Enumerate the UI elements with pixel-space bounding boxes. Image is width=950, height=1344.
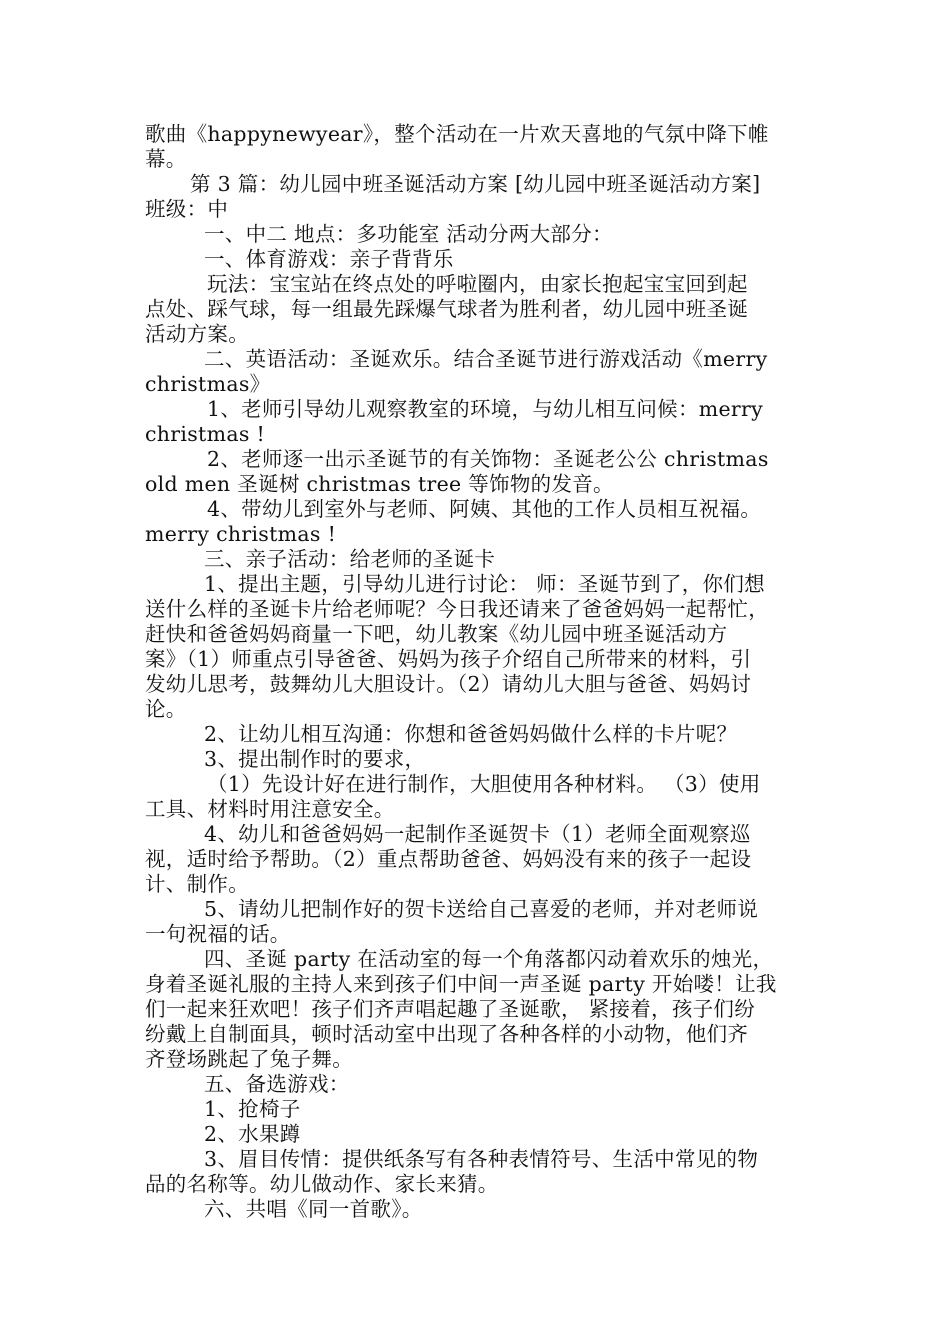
text-line: 4、带幼儿到室外与老师、阿姨、其他的工作人员相互祝福。 [207, 497, 762, 521]
text-line: 三、亲子活动：给老师的圣诞卡 [204, 547, 496, 571]
text-line: 赶快和爸爸妈妈商量一下吧，幼儿教案《幼儿园中班圣诞活动方 [145, 622, 728, 646]
text-line: 二、英语活动：圣诞欢乐。结合圣诞节进行游戏活动《merry [204, 347, 768, 371]
text-line: 1、老师引导幼儿观察教室的环境，与幼儿相互问候：merry [207, 397, 763, 421]
text-line: 3、眉目传情：提供纸条写有各种表情符号、生活中常见的物 [204, 1147, 759, 1171]
text-line: 4、幼儿和爸爸妈妈一起制作圣诞贺卡（1）老师全面观察巡 [204, 822, 751, 846]
text-line: christmas ! [145, 422, 266, 446]
text-line: 视，适时给予帮助。（2）重点帮助爸爸、妈妈没有来的孩子一起设 [145, 847, 752, 871]
text-line: 发幼儿思考，鼓舞幼儿大胆设计。（2）请幼儿大胆与爸爸、妈妈讨 [145, 672, 752, 696]
text-line: 送什么样的圣诞卡片给老师呢？今日我还请来了爸爸妈妈一起帮忙， [145, 597, 769, 621]
text-line: 5、请幼儿把制作好的贺卡送给自己喜爱的老师，并对老师说 [204, 897, 759, 921]
text-line: merry christmas ! [145, 522, 337, 546]
text-line: 活动方案。 [145, 322, 249, 346]
text-line: 齐登场跳起了兔子舞。 [145, 1047, 353, 1071]
text-line: 班级：中 [145, 197, 229, 221]
text-line: 论。 [145, 697, 187, 721]
text-line: christmas》 [145, 372, 271, 396]
text-line: 们一起来狂欢吧！孩子们齐声唱起趣了圣诞歌， 紧接着，孩子们纷 [145, 997, 756, 1021]
text-line: 3、提出制作时的要求， [204, 747, 426, 771]
text-line: 工具、材料时用注意安全。 [145, 797, 395, 821]
text-line: 一句祝福的话。 [145, 922, 291, 946]
text-line: 案》（1）师重点引导爸爸、妈妈为孩子介绍自己所带来的材料，引 [145, 647, 752, 671]
text-line: 点处、踩气球，每一组最先踩爆气球者为胜利者，幼儿园中班圣诞 [145, 297, 749, 321]
text-line: 身着圣诞礼服的主持人来到孩子们中间一声圣诞 party 开始喽！让我 [145, 972, 777, 996]
text-line: 六、共唱《同一首歌》。 [204, 1197, 423, 1221]
text-line: 一、中二 地点：多功能室 活动分两大部分： [204, 222, 613, 246]
text-line: 计、制作。 [145, 872, 249, 896]
text-line: （1）先设计好在进行制作，大胆使用各种材料。 （3）使用 [207, 772, 761, 796]
section-heading: 第 3 篇：幼儿园中班圣诞活动方案 [幼儿园中班圣诞活动方案] [190, 172, 761, 196]
text-line: 2、让幼儿相互沟通：你想和爸爸妈妈做什么样的卡片呢？ [204, 722, 738, 746]
text-line: 四、圣诞 party 在活动室的每一个角落都闪动着欢乐的烛光， [204, 947, 774, 971]
text-line: 2、水果蹲 [204, 1122, 301, 1146]
text-line: 纷戴上自制面具，顿时活动室中出现了各种各样的小动物，他们齐 [145, 1022, 749, 1046]
text-line: 五、备选游戏： [204, 1072, 350, 1096]
text-line: 1、抢椅子 [204, 1097, 301, 1121]
text-line: 一、体育游戏：亲子背背乐 [204, 247, 454, 271]
text-line: 幕。 [145, 147, 187, 171]
text-line: 1、提出主题，引导幼儿进行讨论： 师：圣诞节到了，你们想 [204, 572, 765, 596]
text-line: old men 圣诞树 christmas tree 等饰物的发音。 [145, 472, 614, 496]
text-line: 歌曲《happynewyear》，整个活动在一片欢天喜地的气氛中降下帷 [145, 122, 769, 146]
text-line: 2、老师逐一出示圣诞节的有关饰物：圣诞老公公 christmas [207, 447, 769, 471]
text-line: 品的名称等。幼儿做动作、家长来猜。 [145, 1172, 499, 1196]
text-line: 玩法：宝宝站在终点处的呼啦圈内，由家长抱起宝宝回到起 [207, 272, 748, 296]
